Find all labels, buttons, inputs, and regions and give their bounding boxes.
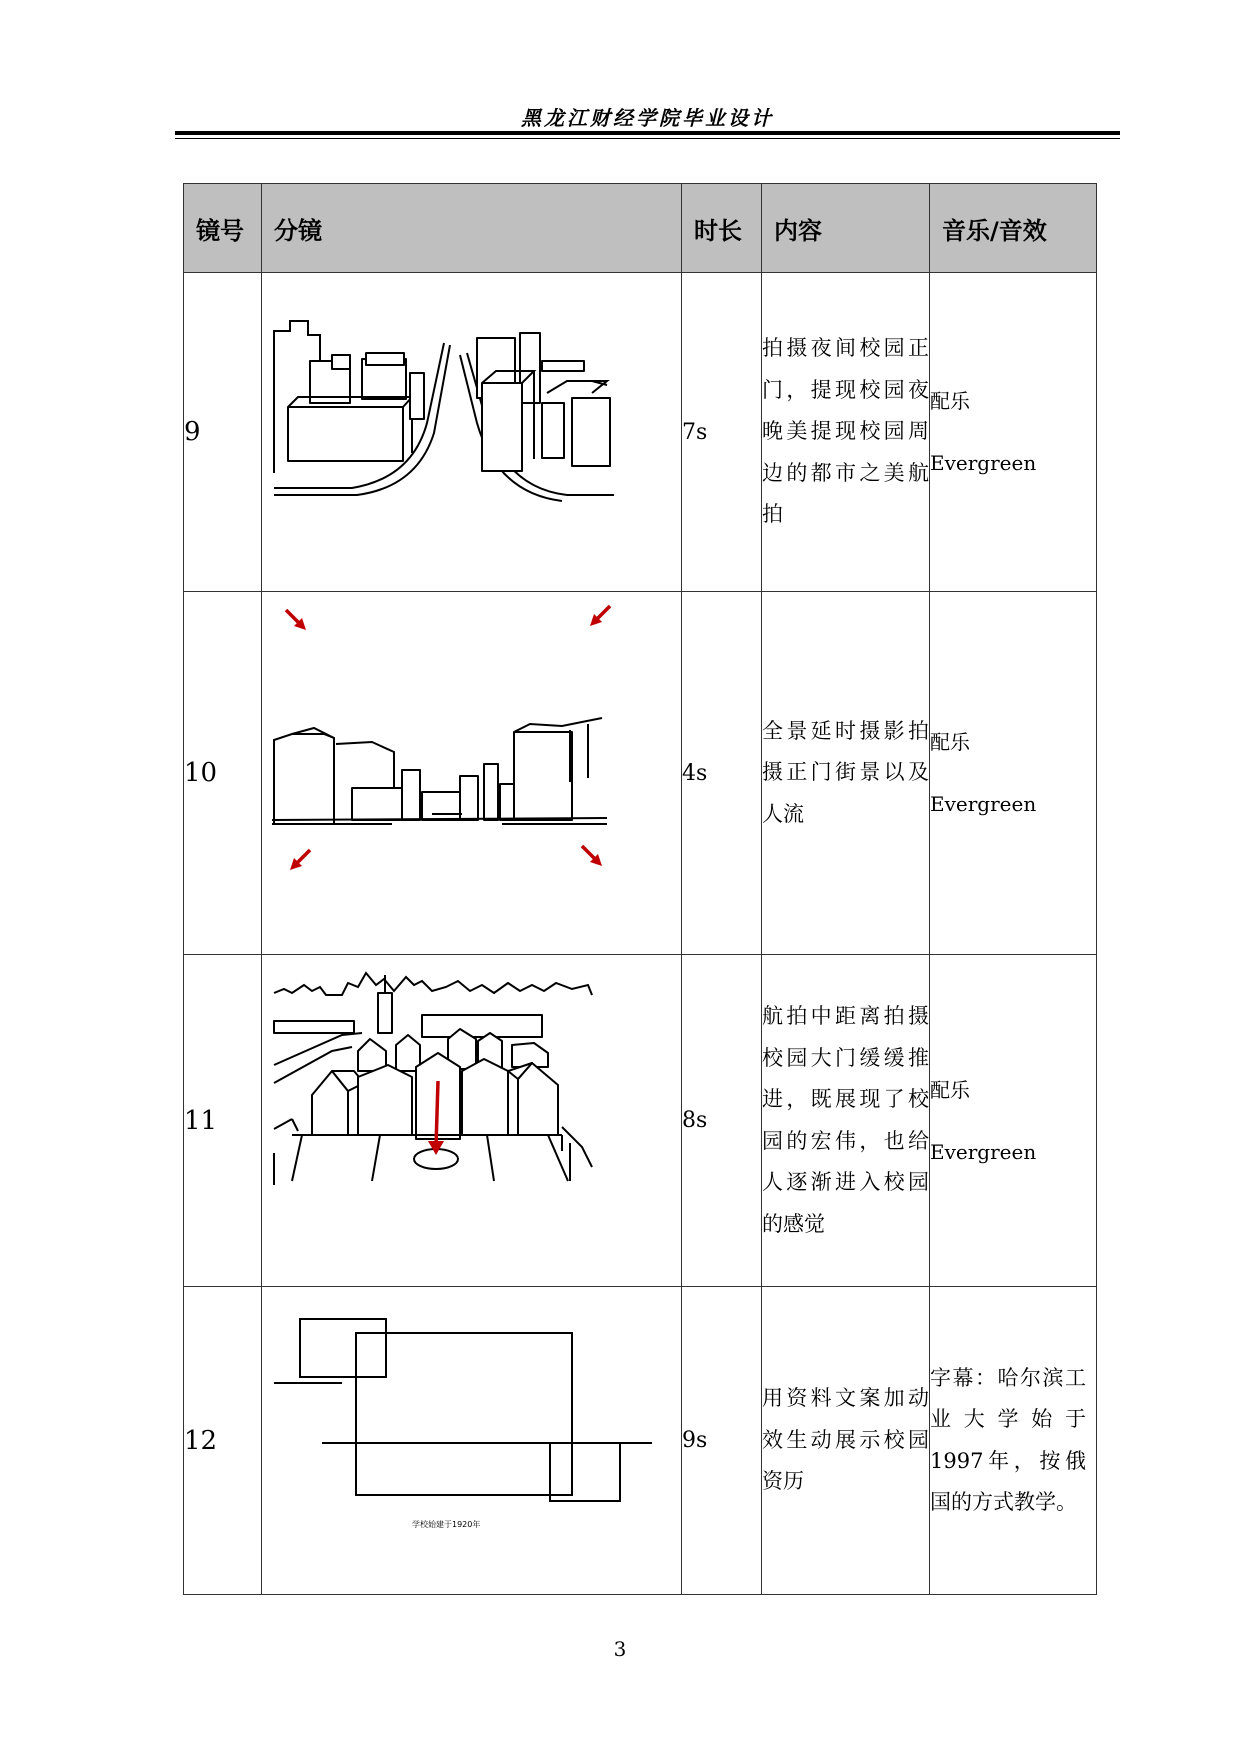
storyboard-sketch-panorama bbox=[262, 592, 682, 954]
music-label: 配乐 bbox=[930, 730, 970, 754]
header-rule-thick bbox=[175, 131, 1120, 135]
music-label: 配乐 bbox=[930, 389, 970, 413]
col-header-content: 内容 bbox=[762, 184, 930, 273]
shot-content: 全景延时摄影拍摄正门街景以及人流 bbox=[762, 592, 930, 955]
header-rule-thin bbox=[175, 138, 1120, 139]
col-header-shot: 镜号 bbox=[184, 184, 262, 273]
shot-music bbox=[930, 592, 1097, 955]
table-header-row bbox=[184, 184, 1097, 273]
table-row bbox=[184, 592, 1097, 955]
col-header-storyboard: 分镜 bbox=[262, 184, 682, 273]
page-header: 黑龙江财经学院毕业设计 bbox=[521, 106, 774, 130]
music-track: Evergreen bbox=[930, 792, 1037, 816]
shot-number: 12 bbox=[184, 1287, 262, 1595]
sketch-caption: 学校始建于1920年 bbox=[412, 1520, 481, 1529]
storyboard-cell bbox=[262, 1287, 682, 1595]
music-label: 配乐 bbox=[930, 1077, 970, 1102]
storyboard-sketch-aerial-gate bbox=[262, 955, 682, 1286]
shot-number: 11 bbox=[184, 955, 262, 1287]
storyboard-cell bbox=[262, 273, 682, 592]
storyboard-sketch-city-street bbox=[262, 273, 682, 591]
shot-music bbox=[930, 1287, 1097, 1595]
storyboard-sketch-title-boxes bbox=[262, 1287, 682, 1594]
shot-content: 航拍中距离拍摄校园大门缓缓推进，既展现了校园的宏伟，也给人逐渐进入校园的感觉 bbox=[762, 955, 930, 1287]
music-track: Evergreen bbox=[930, 1139, 1037, 1164]
shot-duration: 9s bbox=[682, 1287, 762, 1595]
storyboard-cell bbox=[262, 592, 682, 955]
col-header-music: 音乐/音效 bbox=[930, 184, 1097, 273]
shot-content: 用资料文案加动效生动展示校园资历 bbox=[762, 1287, 930, 1595]
storyboard-cell bbox=[262, 955, 682, 1287]
storyboard-table bbox=[183, 183, 1097, 1595]
shot-duration: 7s bbox=[682, 273, 762, 592]
table-row bbox=[184, 273, 1097, 592]
page-number: 3 bbox=[613, 1637, 627, 1661]
shot-content: 拍摄夜间校园正门，提现校园夜晚美提现校园周边的都市之美航拍 bbox=[762, 273, 930, 592]
table-row bbox=[184, 955, 1097, 1287]
shot-duration: 8s bbox=[682, 955, 762, 1287]
shot-number: 10 bbox=[184, 592, 262, 955]
shot-music bbox=[930, 955, 1097, 1287]
music-track: Evergreen bbox=[930, 451, 1037, 475]
col-header-duration: 时长 bbox=[682, 184, 762, 273]
table-row bbox=[184, 1287, 1097, 1595]
music-subtitle: 字幕：哈尔滨工业大学始于1997年，按俄国的方式教学。 bbox=[930, 1365, 1086, 1514]
shot-number: 9 bbox=[184, 273, 262, 592]
shot-duration: 4s bbox=[682, 592, 762, 955]
shot-music bbox=[930, 273, 1097, 592]
